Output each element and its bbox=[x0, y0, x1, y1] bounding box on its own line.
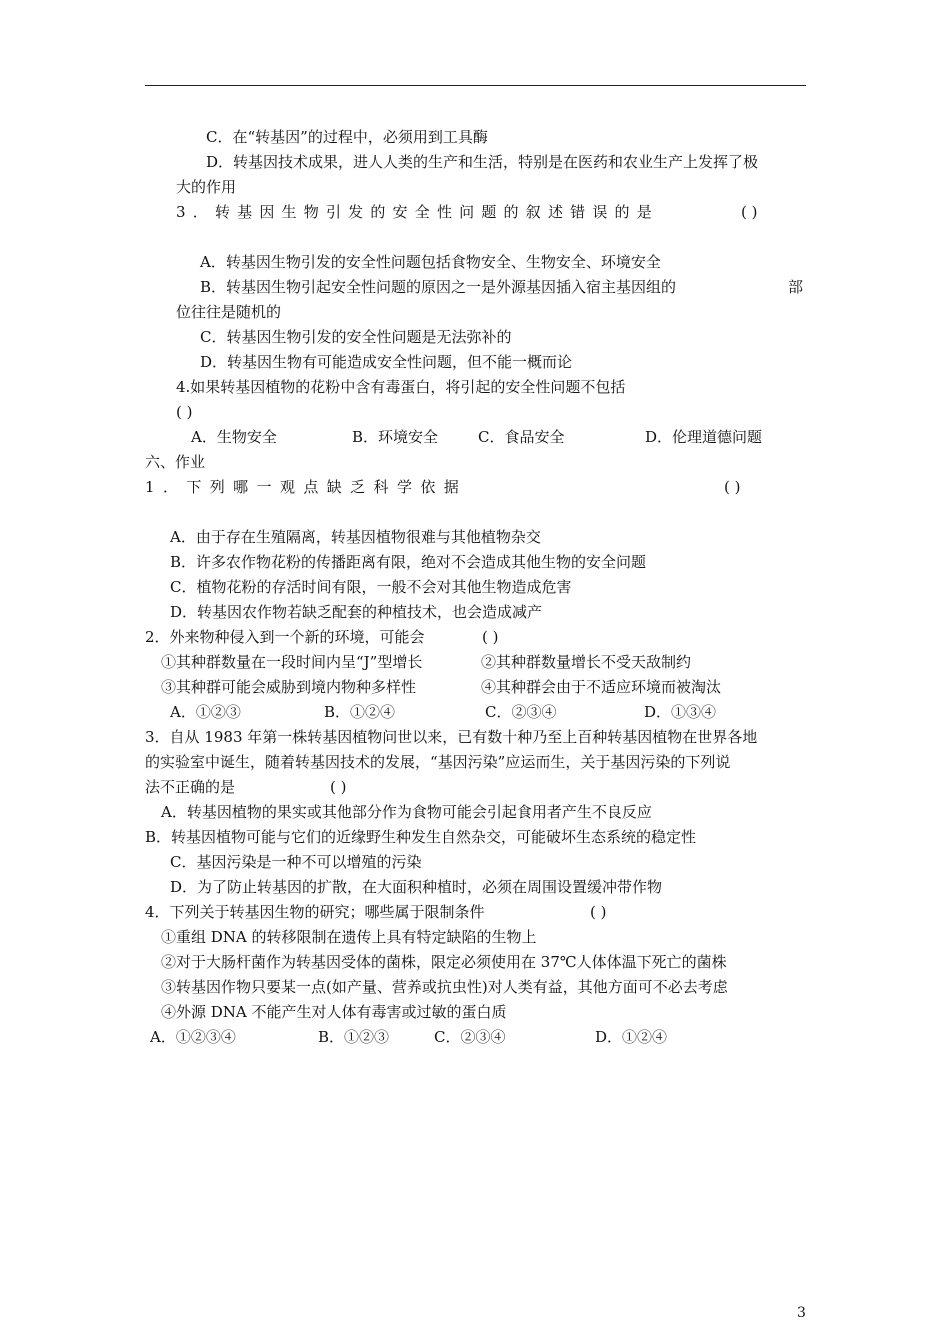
hw4-option-a: A．①②③④ bbox=[150, 1028, 236, 1046]
q3-option-c: C．转基因生物引发的安全性问题是无法弥补的 bbox=[200, 328, 512, 346]
q4-option-b: B．环境安全 bbox=[352, 428, 439, 446]
hw3-option-d: D．为了防止转基因的扩散，在大面积种植时，必须在周围设置缓冲带作物 bbox=[170, 878, 663, 896]
hw3-option-a: A．转基因植物的果实或其他部分作为食物可能会引起食用者产生不良反应 bbox=[161, 803, 652, 821]
hw4-statement-4: ④外源 DNA 不能产生对人体有毒害或过敏的蛋白质 bbox=[161, 1003, 507, 1021]
hw3-answer-paren: ( ) bbox=[330, 778, 347, 796]
hw3-stem-line3: 法不正确的是 bbox=[145, 778, 236, 796]
hw1-answer-paren: ( ) bbox=[724, 478, 741, 496]
hw4-statement-2: ②对于大肠杆菌作为转基因受体的菌株，限定必须使用在 37℃人体体温下死亡的菌株 bbox=[161, 953, 727, 971]
hw1-option-b: B．许多农作物花粉的传播距离有限，绝对不会造成其他生物的安全问题 bbox=[170, 553, 647, 571]
q3-option-b-line1: B．转基因生物引起安全性问题的原因之一是外源基因插入宿主基因组的 bbox=[200, 278, 677, 296]
hw1-option-a: A．由于存在生殖隔离，转基因植物很难与其他植物杂交 bbox=[170, 528, 541, 546]
q3-stem: 3．转基因生物引发的安全性问题的叙述错误的是 bbox=[176, 203, 659, 221]
hw2-option-b: B．①②④ bbox=[324, 703, 396, 721]
hw2-option-a: A．①②③ bbox=[170, 703, 241, 721]
q3-option-b-line2: 位往往是随机的 bbox=[176, 303, 282, 321]
q2-option-d-line2: 大的作用 bbox=[176, 178, 237, 196]
hw3-stem-line1: 3．自从 1983 年第一株转基因植物问世以来，已有数十种乃至上百种转基因植物在世界各地 bbox=[145, 728, 758, 746]
hw4-option-d: D．①②④ bbox=[595, 1028, 668, 1046]
q2-option-c: C．在“转基因”的过程中，必须用到工具酶 bbox=[206, 128, 488, 146]
hw2-statement-4: ④其种群会由于不适应环境而被淘汰 bbox=[481, 678, 722, 696]
q3-answer-paren: ( ) bbox=[741, 203, 758, 221]
hw4-statement-3: ③转基因作物只要某一点(如产量、营养或抗虫性)对人类有益，其他方面可不必去考虑 bbox=[161, 978, 728, 996]
hw2-statement-2: ②其种群数量增长不受天敌制约 bbox=[481, 653, 692, 671]
hw3-option-c: C．基因污染是一种不可以增殖的污染 bbox=[170, 853, 422, 871]
q2-option-d-line1: D．转基因技术成果，进人人类的生产和生活，特别是在医药和农业生产上发挥了极 bbox=[206, 153, 759, 171]
hw4-statement-1: ①重组 DNA 的转移限制在遗传上具有特定缺陷的生物上 bbox=[161, 928, 537, 946]
page-number: 3 bbox=[797, 1305, 806, 1321]
hw2-answer-paren: ( ) bbox=[482, 628, 499, 646]
hw4-option-c: C．②③④ bbox=[434, 1028, 506, 1046]
q3-option-a: A．转基因生物引发的安全性问题包括食物安全、生物安全、环境安全 bbox=[200, 253, 661, 271]
hw2-statement-1: ①其种群数量在一段时间内呈“J”型增长 bbox=[161, 653, 423, 671]
hw4-option-b: B．①②③ bbox=[318, 1028, 390, 1046]
q4-option-a: A．生物安全 bbox=[191, 428, 277, 446]
section-title: 六、作业 bbox=[145, 453, 206, 471]
q4-answer-paren: ( ) bbox=[176, 403, 193, 421]
q4-stem: 4.如果转基因植物的花粉中含有毒蛋白，将引起的安全性问题不包括 bbox=[176, 378, 626, 396]
hw1-option-d: D．转基因农作物若缺乏配套的种植技术，也会造成减产 bbox=[170, 603, 543, 621]
header-rule bbox=[145, 85, 806, 86]
hw2-statement-3: ③其种群可能会威胁到境内物种多样性 bbox=[161, 678, 417, 696]
hw3-option-b: B．转基因植物可能与它们的近缘野生种发生自然杂交，可能破坏生态系统的稳定性 bbox=[145, 828, 697, 846]
hw1-stem: 1．下列哪一观点缺乏科学依据 bbox=[145, 478, 468, 496]
hw4-stem: 4．下列关于转基因生物的研究；哪些属于限制条件 bbox=[145, 903, 485, 921]
hw3-stem-line2: 的实验室中诞生，随着转基因技术的发展，“基因污染”应运而生，关于基因污染的下列说 bbox=[145, 753, 731, 771]
q4-option-d: D．伦理道德问题 bbox=[645, 428, 763, 446]
hw2-option-d: D．①③④ bbox=[644, 703, 717, 721]
q4-option-c: C．食品安全 bbox=[478, 428, 565, 446]
hw4-answer-paren: ( ) bbox=[590, 903, 607, 921]
q3-option-b-tail: 部 bbox=[788, 278, 804, 296]
q3-option-d: D．转基因生物有可能造成安全性问题，但不能一概而论 bbox=[200, 353, 573, 371]
hw2-option-c: C．②③④ bbox=[485, 703, 557, 721]
hw2-stem: 2．外来物种侵入到一个新的环境，可能会 bbox=[145, 628, 425, 646]
hw1-option-c: C．植物花粉的存活时间有限，一般不会对其他生物造成危害 bbox=[170, 578, 572, 596]
